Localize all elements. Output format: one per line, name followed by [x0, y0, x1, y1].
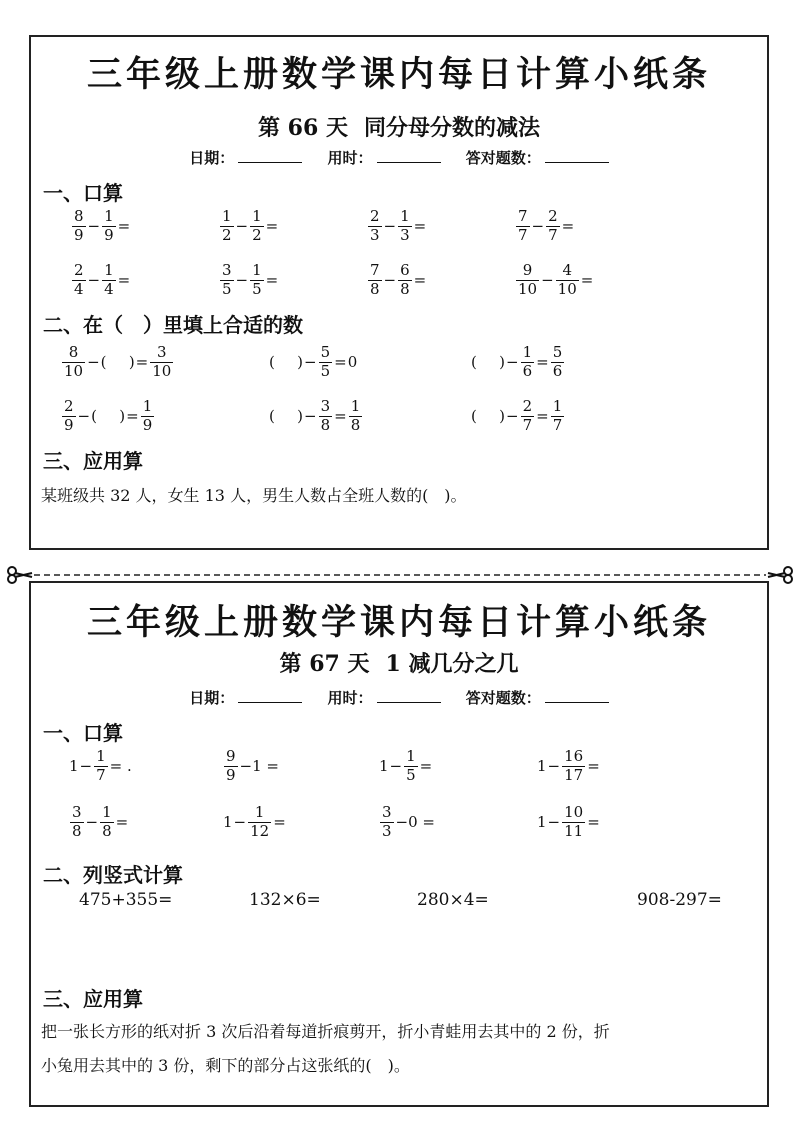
worksheet-day-66 [29, 35, 769, 550]
oral-question[interactable]: $\frac{3}{8}$ − $\frac{1}{8}$ = [72, 803, 129, 840]
word-problem-line: 小兔用去其中的 3 份，剩下的部分占这张纸的( )。 [41, 1056, 410, 1075]
score-field[interactable]: 答对题数： [466, 687, 609, 708]
oral-question[interactable]: $\frac{1}{2}$ − $\frac{1}{2}$ = [222, 207, 279, 244]
topic-label: 1 减几分之几 [385, 651, 519, 677]
fill-question[interactable]: $\frac{8}{10}$ − ( ) = $\frac{3}{10}$ [64, 343, 172, 380]
fill-question[interactable]: ( ) − $\frac{2}{7}$ = $\frac{1}{7}$ [471, 397, 563, 434]
oral-question[interactable]: 1 − $\frac{1}{5}$ = [379, 747, 433, 784]
sheet-title: 三年级上册数学课内每日计算小纸条 [86, 603, 711, 643]
time-field[interactable]: 用时： [327, 687, 440, 708]
date-field[interactable]: 日期： [189, 687, 302, 708]
sheet-subtitle [31, 647, 767, 678]
word-problem-line: 把一张长方形的纸对折 3 次后沿着每道折痕剪开，折小青蛙用去其中的 2 份，折 [41, 1022, 610, 1041]
section-application: 三、应用算 [43, 449, 143, 473]
oral-question[interactable]: $\frac{7}{8}$ − $\frac{6}{8}$ = [370, 261, 427, 298]
oral-question[interactable]: $\frac{8}{9}$ − $\frac{1}{9}$ = [74, 207, 131, 244]
time-field[interactable]: 用时： [327, 147, 440, 168]
score-field[interactable]: 答对题数： [466, 147, 609, 168]
oral-question[interactable]: $\frac{9}{9}$ −1 = [226, 747, 279, 784]
oral-question[interactable]: $\frac{2}{4}$ − $\frac{1}{4}$ = [74, 261, 131, 298]
oral-question[interactable]: $\frac{3}{3}$ −0 = [382, 803, 435, 840]
vertical-calc[interactable]: 475+355= [79, 890, 173, 910]
vertical-calc[interactable]: 280×4= [417, 890, 489, 910]
oral-question[interactable]: 1 − $\frac{16}{17}$ = [537, 747, 600, 784]
word-problem: 某班级共 32 人，女生 13 人，男生人数占全班人数的( )。 [41, 486, 467, 505]
oral-question[interactable]: 1 − $\frac{1}{7}$ = . [69, 747, 132, 784]
vertical-calc[interactable]: 908-297= [637, 890, 722, 910]
oral-question[interactable]: $\frac{3}{5}$ − $\frac{1}{5}$ = [222, 261, 279, 298]
worksheet-day-67 [29, 581, 769, 1107]
fill-question[interactable]: ( ) − $\frac{1}{6}$ = $\frac{5}{6}$ [471, 343, 563, 380]
oral-question[interactable]: $\frac{9}{10}$ − $\frac{4}{10}$ = [518, 261, 594, 298]
meta-row [31, 147, 767, 168]
day-label: 第 66 天 [258, 115, 348, 141]
section-oral: 一、口算 [43, 181, 123, 205]
fill-question[interactable]: ( ) − $\frac{3}{8}$ = $\frac{1}{8}$ [269, 397, 361, 434]
vertical-calc[interactable]: 132×6= [249, 890, 321, 910]
scissors-icon [768, 567, 792, 583]
topic-label: 同分母分数的减法 [363, 115, 540, 141]
day-label: 第 67 天 [279, 651, 370, 677]
sheet-subtitle [31, 111, 767, 142]
oral-question[interactable]: 1 − $\frac{10}{11}$ = [537, 803, 600, 840]
date-field[interactable]: 日期： [189, 147, 302, 168]
fill-question[interactable]: $\frac{2}{9}$ − ( ) = $\frac{1}{9}$ [64, 397, 153, 434]
meta-row [31, 687, 767, 708]
oral-question[interactable]: $\frac{7}{7}$ − $\frac{2}{7}$ = [518, 207, 575, 244]
section-oral: 一、口算 [43, 721, 123, 745]
section-vertical: 二、列竖式计算 [43, 863, 183, 887]
section-application: 三、应用算 [43, 987, 143, 1011]
fill-question[interactable]: ( ) − $\frac{5}{5}$ = 0 [269, 343, 358, 380]
oral-question[interactable]: 1 − $\frac{1}{12}$ = [223, 803, 286, 840]
oral-question[interactable]: $\frac{2}{3}$ − $\frac{1}{3}$ = [370, 207, 427, 244]
section-fill-blank: 二、在（ ）里填上合适的数 [43, 313, 303, 337]
sheet-title: 三年级上册数学课内每日计算小纸条 [86, 55, 711, 95]
